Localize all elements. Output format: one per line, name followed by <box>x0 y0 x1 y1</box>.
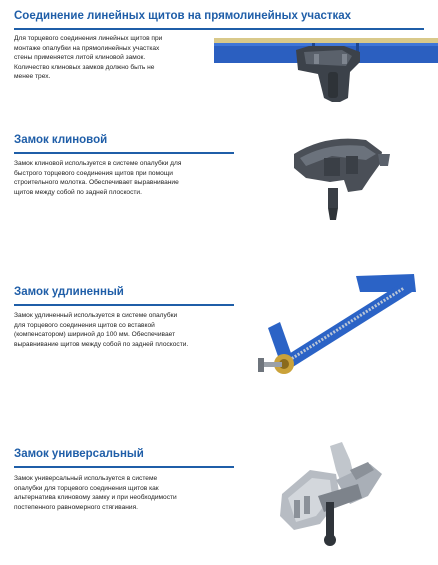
desc-line: монтаже опалубки на прямолинейных участках <box>14 44 160 52</box>
desc-line: постепенного равномерного стягивания. <box>14 503 138 511</box>
panel-joint-image <box>214 32 438 104</box>
title-underline <box>14 28 424 30</box>
desc-line: (компенсатором) шириной до 100 мм. Обеспечивает <box>14 331 176 339</box>
desc-line: для торцевого соединения щитов со вставкой <box>14 321 155 329</box>
section-title: Замок удлиненный <box>14 286 124 298</box>
desc-line: стены применяется литой клиновой замок. <box>14 54 146 62</box>
desc-line: менее трех. <box>14 73 51 81</box>
section-title: Соединение линейных щитов на прямолинейных участках <box>14 10 352 22</box>
section-description <box>14 474 177 512</box>
extended-lock-image <box>250 266 426 390</box>
title-underline <box>14 152 234 154</box>
desc-line: Количество клиновых замков должно быть не <box>14 63 155 71</box>
desc-line: выравнивание щитов между собой по задней плоскости. <box>14 340 189 348</box>
wedge-lock-image <box>286 128 396 224</box>
desc-line: альтернатива клиновому замку и при необходимости <box>14 494 177 502</box>
section-title: Замок универсальный <box>14 448 144 460</box>
section-description <box>14 34 162 82</box>
desc-line: Замок универсальный используется в системе <box>14 475 158 482</box>
desc-line: опалубки для торцевого соединения щитов как <box>14 484 159 492</box>
desc-line: щитов между собой по задней плоскости. <box>14 188 142 196</box>
section-title: Замок клиновой <box>14 134 108 146</box>
section-description <box>14 311 188 349</box>
desc-line: Для торцевого соединения линейных щитов при <box>14 35 163 42</box>
desc-line: быстрого торцевого соединения щитов при помощи <box>14 169 173 177</box>
universal-lock-image <box>270 440 394 552</box>
desc-line: Замок клиновой используется в системе опалубки для <box>14 160 182 167</box>
title-underline <box>14 466 234 468</box>
desc-line: Замок удлиненный используется в системе опалубки <box>14 312 178 319</box>
section-description <box>14 159 181 197</box>
desc-line: строительного молотка. Обеспечивает выравнивание <box>14 179 179 187</box>
title-underline <box>14 304 234 306</box>
